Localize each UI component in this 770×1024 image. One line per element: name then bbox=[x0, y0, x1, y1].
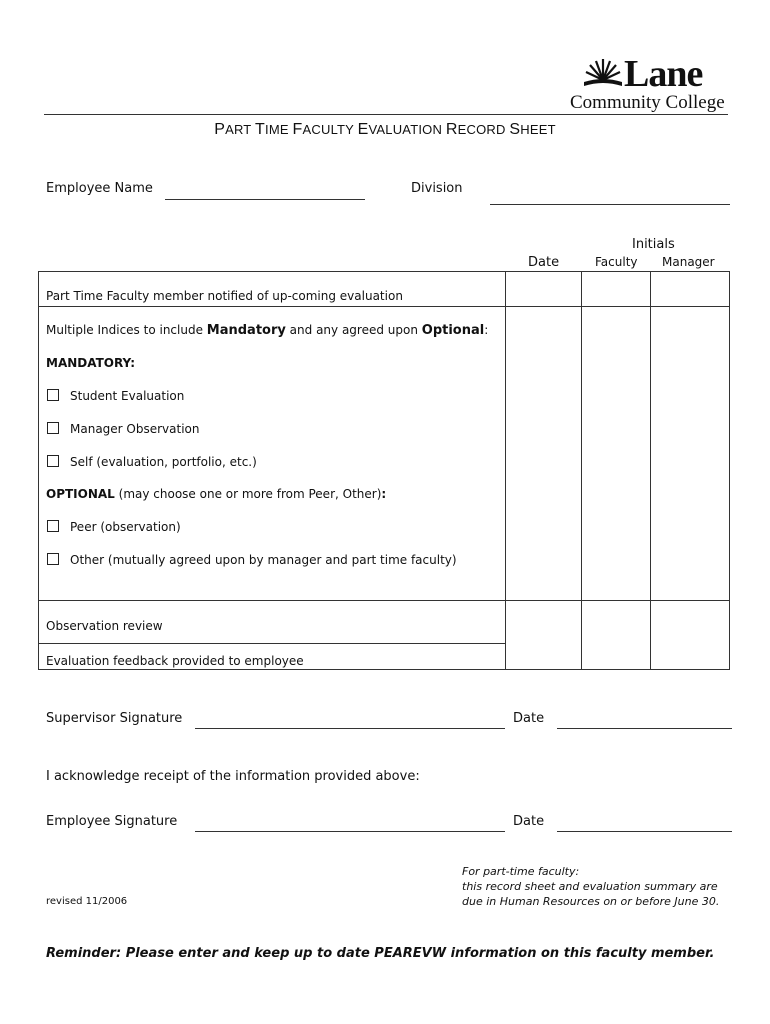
header-divider bbox=[44, 114, 728, 115]
employee-date-label: Date bbox=[513, 814, 545, 829]
division-label: Division bbox=[411, 181, 463, 196]
supervisor-signature-field[interactable] bbox=[195, 728, 505, 729]
supervisor-date-label: Date bbox=[513, 711, 545, 726]
row-indices: Multiple Indices to include Mandatory and any agreed upon Optional: bbox=[46, 323, 489, 338]
acknowledge-statement: I acknowledge receipt of the information provided above: bbox=[46, 769, 420, 784]
table-divider-manager bbox=[650, 271, 651, 670]
student-evaluation-checkbox[interactable] bbox=[47, 389, 59, 401]
manager-observation-checkbox[interactable] bbox=[47, 422, 59, 434]
supervisor-signature-label: Supervisor Signature bbox=[46, 711, 183, 726]
reminder-note: Reminder: Please enter and keep up to date PEAREVW information on this faculty member. bbox=[46, 946, 715, 961]
table-row-divider bbox=[38, 643, 505, 644]
optional-heading: OPTIONAL (may choose one or more from Peer, Other): bbox=[46, 487, 387, 501]
hr-note-line-2: this record sheet and evaluation summary are bbox=[462, 880, 718, 893]
checkbox-label: Other (mutually agreed upon by manager and part time faculty) bbox=[70, 553, 457, 567]
checkbox-label: Student Evaluation bbox=[70, 389, 185, 403]
faculty-column-header: Faculty bbox=[595, 255, 638, 269]
employee-name-label: Employee Name bbox=[46, 181, 153, 196]
date-column-header: Date bbox=[528, 255, 560, 270]
other-checkbox[interactable] bbox=[47, 553, 59, 565]
peer-observation-checkbox[interactable] bbox=[47, 520, 59, 532]
checkbox-label: Self (evaluation, portfolio, etc.) bbox=[70, 455, 257, 469]
employee-name-field[interactable] bbox=[165, 199, 365, 200]
hr-note-line-1: For part-time faculty: bbox=[462, 865, 580, 878]
sunburst-book-icon bbox=[582, 58, 624, 88]
manager-column-header: Manager bbox=[662, 255, 715, 269]
logo-subtitle: Community College bbox=[570, 92, 725, 113]
logo-name: Lane bbox=[624, 53, 703, 95]
row-observation-review: Observation review bbox=[46, 619, 163, 633]
hr-note-line-3: due in Human Resources on or before June 30. bbox=[462, 895, 720, 908]
employee-date-field[interactable] bbox=[557, 831, 732, 832]
row-notified: Part Time Faculty member notified of up-coming evaluation bbox=[46, 289, 403, 303]
mandatory-heading: MANDATORY: bbox=[46, 356, 136, 370]
table-row-divider bbox=[38, 306, 730, 307]
page-title: PART TIME FACULTY EVALUATION RECORD SHEET bbox=[214, 121, 556, 138]
checkbox-label: Manager Observation bbox=[70, 422, 200, 436]
table-divider-date bbox=[505, 271, 506, 670]
table-divider-faculty bbox=[581, 271, 582, 670]
self-evaluation-checkbox[interactable] bbox=[47, 455, 59, 467]
division-field[interactable] bbox=[490, 204, 730, 205]
checkbox-label: Peer (observation) bbox=[70, 520, 181, 534]
row-evaluation-feedback: Evaluation feedback provided to employee bbox=[46, 654, 304, 668]
table-row-divider bbox=[38, 600, 730, 601]
employee-signature-label: Employee Signature bbox=[46, 814, 178, 829]
employee-signature-field[interactable] bbox=[195, 831, 505, 832]
initials-header: Initials bbox=[632, 237, 675, 252]
revised-date: revised 11/2006 bbox=[46, 896, 128, 907]
supervisor-date-field[interactable] bbox=[557, 728, 732, 729]
